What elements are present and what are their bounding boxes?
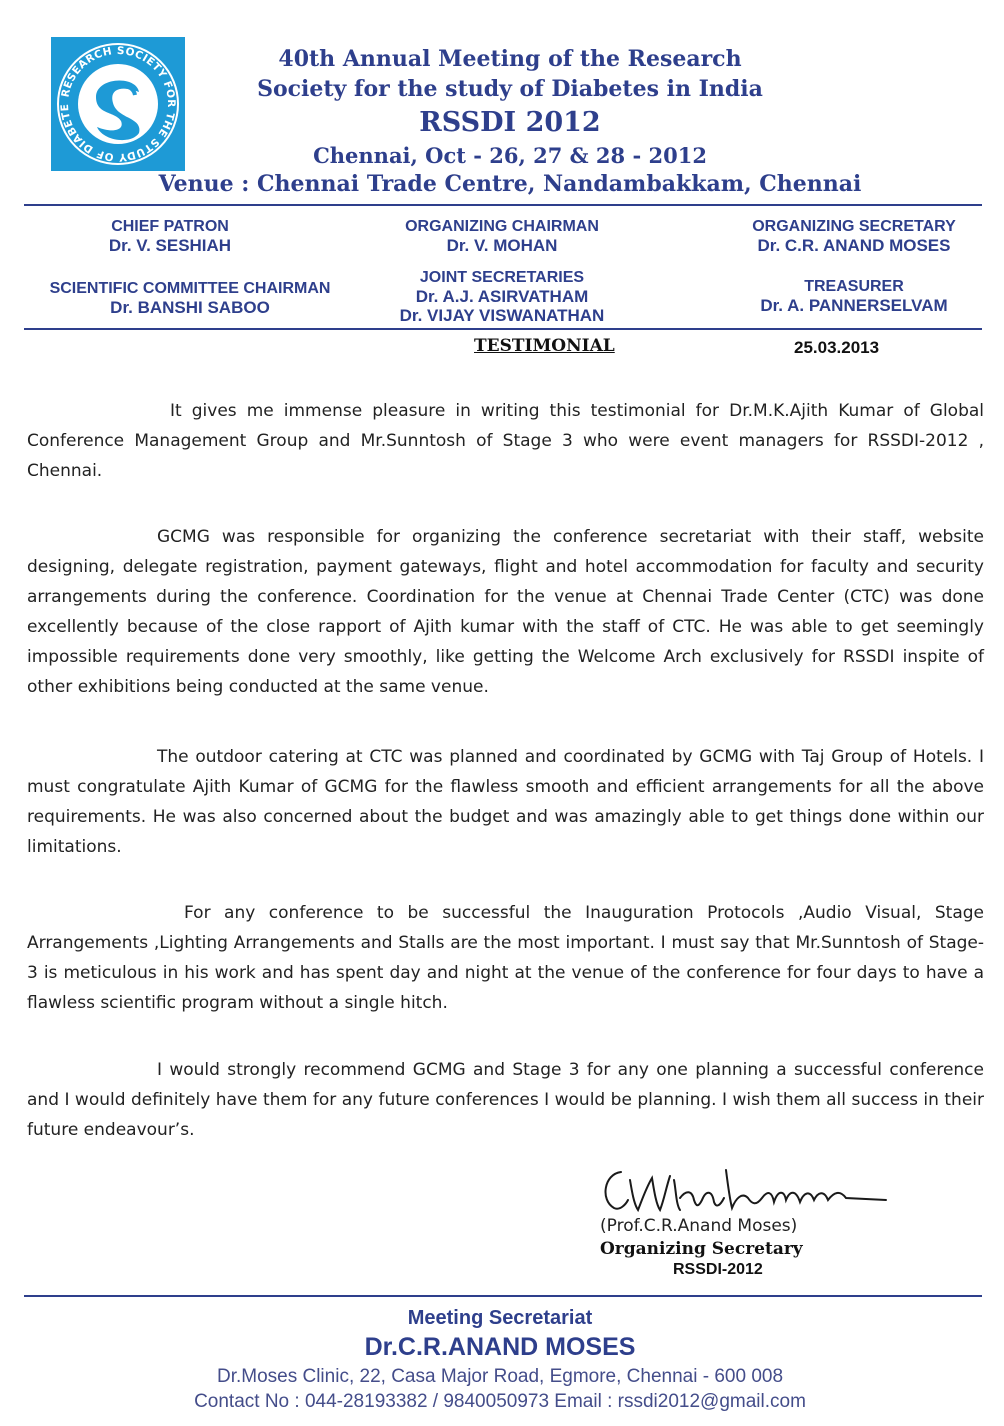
scientific-committee-role: SCIENTIFIC COMMITTEE CHAIRMAN	[49, 280, 331, 297]
letter-paragraph: GCMG was responsible for organizing the conference secretariat with their staff, website designing, delegate registration, payment gateways, flight and hotel accommodation for faculty and security arrangements during the conference. Coordination for the venue at Chennai Trade Center (CTC) was done excellently because of the close rapport of Ajith kumar with the staff of CTC. He was able to get seemingly impossible requirements done very smoothly, like getting the Welcome Arch exclusively for RSSDI inspite of other exhibitions being conducted at the same venue.	[27, 527, 984, 697]
organizing-secretary-name: Dr. C.R. ANAND MOSES	[757, 236, 951, 255]
footer-divider	[24, 1295, 982, 1297]
signatory-title: Organizing Secretary	[600, 1239, 803, 1259]
chief-patron-block	[30, 217, 310, 255]
joint-secretaries-role: JOINT SECRETARIES	[419, 269, 585, 286]
scientific-committee-block	[30, 279, 350, 317]
signatory-name: (Prof.C.R.Anand Moses)	[600, 1216, 798, 1236]
event-venue: Venue : Chennai Trade Centre, Nandambakkam, Chennai	[158, 171, 862, 197]
meeting-title-line1: 40th Annual Meeting of the Research	[278, 46, 742, 72]
joint-secretary-name-1: Dr. A.J. ASIRVATHAM	[415, 287, 589, 306]
testimonial-heading: TESTIMONIAL	[474, 336, 615, 356]
chief-patron-role: CHIEF PATRON	[111, 218, 229, 235]
letterhead	[150, 44, 870, 171]
treasurer-block	[712, 277, 996, 315]
treasurer-role: TREASURER	[804, 278, 904, 295]
header-divider	[24, 204, 982, 206]
footer-contact: Contact No : 044-28193382 / 9840050973 Email : rssdi2012@gmail.com	[194, 1391, 806, 1412]
handwritten-signature	[596, 1160, 896, 1224]
letter-date: 25.03.2013	[794, 338, 880, 357]
logo-ring-text: RESEARCH SOCIETY FOR THE STUDY OF DIABETE	[58, 44, 178, 164]
letter-paragraph: For any conference to be successful the Inauguration Protocols ,Audio Visual, Stage Arrangements ,Lighting Arrangements and Stalls are the most important. I must say that Mr.Sunntosh of Stage-3 is meticulous in his work and has spent day and night at the venue of the conference for four days to have a flawless scientific program without a single hitch.	[27, 903, 984, 1013]
signatory-organization: RSSDI-2012	[673, 1261, 763, 1278]
officers-divider	[24, 328, 982, 330]
footer-label: Meeting Secretariat	[407, 1307, 593, 1329]
joint-secretaries-block	[362, 268, 642, 325]
footer-address: Dr.Moses Clinic, 22, Casa Major Road, Egmore, Chennai - 600 008	[216, 1366, 784, 1387]
event-name: RSSDI 2012	[419, 107, 601, 138]
event-dates: Chennai, Oct - 26, 27 & 28 - 2012	[313, 143, 707, 168]
chief-patron-name: Dr. V. SESHIAH	[108, 236, 232, 255]
scientific-committee-name: Dr. BANSHI SABOO	[110, 298, 270, 317]
meeting-title-line2: Society for the study of Diabetes in India	[257, 76, 763, 102]
joint-secretary-name-2: Dr. VIJAY VISWANATHAN	[399, 306, 605, 325]
letter-paragraph: It gives me immense pleasure in writing this testimonial for Dr.M.K.Ajith Kumar of Global Conference Management Group and Mr.Sunntosh of Stage 3 who were event managers for RSSDI-2012 , Chennai.	[27, 401, 984, 481]
letter-paragraph: I would strongly recommend GCMG and Stage 3 for any one planning a successful conference and I would definitely have them for any future conferences I would be planning. I wish them all success in their future endeavour’s.	[27, 1060, 984, 1140]
treasurer-name: Dr. A. PANNERSELVAM	[760, 296, 948, 315]
organizing-secretary-block	[712, 217, 996, 255]
organizing-chairman-role: ORGANIZING CHAIRMAN	[405, 218, 599, 235]
organizing-chairman-name: Dr. V. MOHAN	[446, 236, 558, 255]
organizing-secretary-role: ORGANIZING SECRETARY	[752, 218, 956, 235]
footer-name: Dr.C.R.ANAND MOSES	[364, 1333, 636, 1361]
organizing-chairman-block	[362, 217, 642, 255]
letter-paragraph: The outdoor catering at CTC was planned and coordinated by GCMG with Taj Group of Hotels. I must congratulate Ajith Kumar of GCMG for the flawless smooth and efficient arrangements for all the above requirements. He was also concerned about the budget and was amazingly able to get things done within our limitations.	[27, 747, 984, 857]
